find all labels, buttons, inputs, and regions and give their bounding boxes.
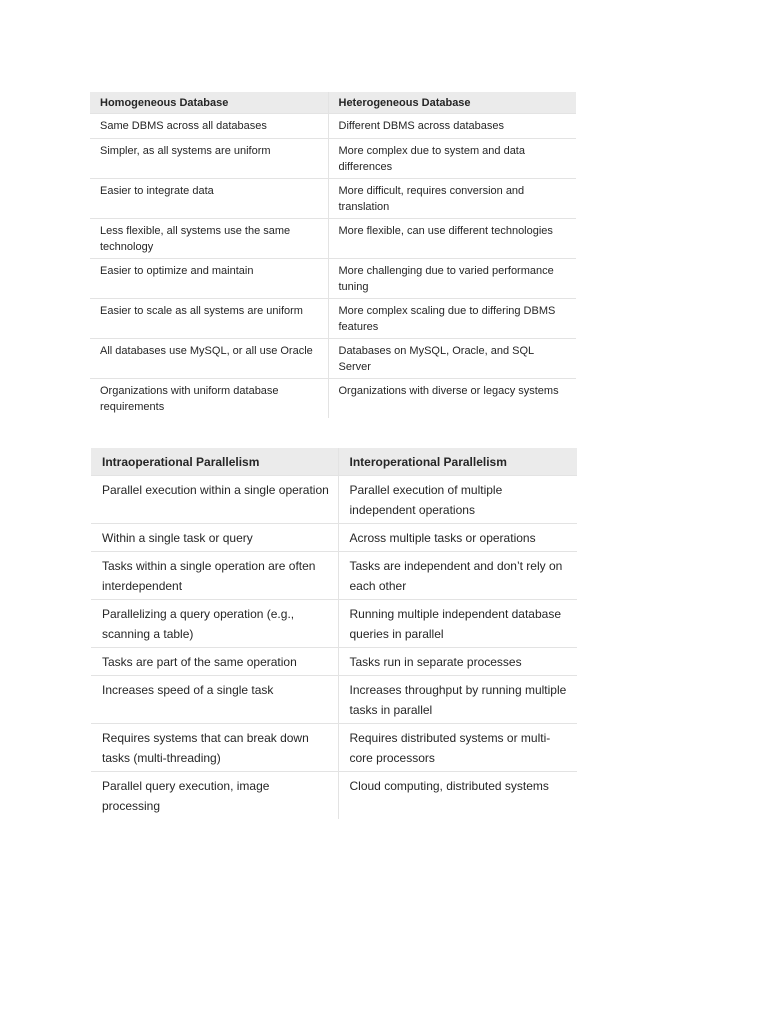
table-cell: Within a single task or query <box>91 524 338 552</box>
table-header-row <box>90 92 576 114</box>
table-row <box>91 600 577 648</box>
table-header-row <box>91 448 577 476</box>
table-row <box>91 648 577 676</box>
table-row <box>91 676 577 724</box>
table-cell: More challenging due to varied performance tuning <box>328 259 576 299</box>
table-cell: Simpler, as all systems are uniform <box>90 139 328 179</box>
table-row <box>91 724 577 772</box>
column-header: Homogeneous Database <box>90 92 328 114</box>
table-cell: Less flexible, all systems use the same technology <box>90 219 328 259</box>
table-cell: Tasks within a single operation are often interdependent <box>91 552 338 600</box>
table-cell: More complex due to system and data differences <box>328 139 576 179</box>
table-cell: Running multiple independent database queries in parallel <box>338 600 577 648</box>
column-header: Heterogeneous Database <box>328 92 576 114</box>
table-row <box>90 339 576 379</box>
table-cell: Easier to optimize and maintain <box>90 259 328 299</box>
column-header: Interoperational Parallelism <box>338 448 577 476</box>
table-cell: Increases speed of a single task <box>91 676 338 724</box>
table-cell: Tasks are part of the same operation <box>91 648 338 676</box>
table-cell: Databases on MySQL, Oracle, and SQL Server <box>328 339 576 379</box>
table-cell: Organizations with uniform database requirements <box>90 379 328 419</box>
table-cell: Cloud computing, distributed systems <box>338 772 577 820</box>
table-cell: Organizations with diverse or legacy systems <box>328 379 576 419</box>
table-row <box>90 299 576 339</box>
table-cell: Parallel query execution, image processing <box>91 772 338 820</box>
table-cell: Requires systems that can break down tasks (multi-threading) <box>91 724 338 772</box>
table-cell: All databases use MySQL, or all use Oracle <box>90 339 328 379</box>
table-row <box>91 476 577 524</box>
table-cell: More difficult, requires conversion and translation <box>328 179 576 219</box>
table-cell: Different DBMS across databases <box>328 114 576 139</box>
table-cell: Parallel execution of multiple independent operations <box>338 476 577 524</box>
table-row <box>90 259 576 299</box>
homogeneous-vs-heterogeneous-table <box>90 92 576 418</box>
table-row <box>91 552 577 600</box>
table-row <box>90 179 576 219</box>
table-cell: Increases throughput by running multiple tasks in parallel <box>338 676 577 724</box>
table-cell: Requires distributed systems or multi-core processors <box>338 724 577 772</box>
table-cell: Same DBMS across all databases <box>90 114 328 139</box>
table-row <box>91 772 577 820</box>
column-header: Intraoperational Parallelism <box>91 448 338 476</box>
table-row <box>90 219 576 259</box>
table-cell: Across multiple tasks or operations <box>338 524 577 552</box>
table-cell: Easier to scale as all systems are uniform <box>90 299 328 339</box>
table-cell: Parallelizing a query operation (e.g., scanning a table) <box>91 600 338 648</box>
table-cell: Parallel execution within a single operation <box>91 476 338 524</box>
table-row <box>90 114 576 139</box>
table-cell: Easier to integrate data <box>90 179 328 219</box>
table-row <box>90 379 576 419</box>
table-cell: Tasks are independent and don’t rely on each other <box>338 552 577 600</box>
table-cell: More flexible, can use different technologies <box>328 219 576 259</box>
table-row <box>90 139 576 179</box>
table-cell: More complex scaling due to differing DBMS features <box>328 299 576 339</box>
intra-vs-inter-parallelism-table <box>91 448 577 819</box>
table-row <box>91 524 577 552</box>
table-cell: Tasks run in separate processes <box>338 648 577 676</box>
